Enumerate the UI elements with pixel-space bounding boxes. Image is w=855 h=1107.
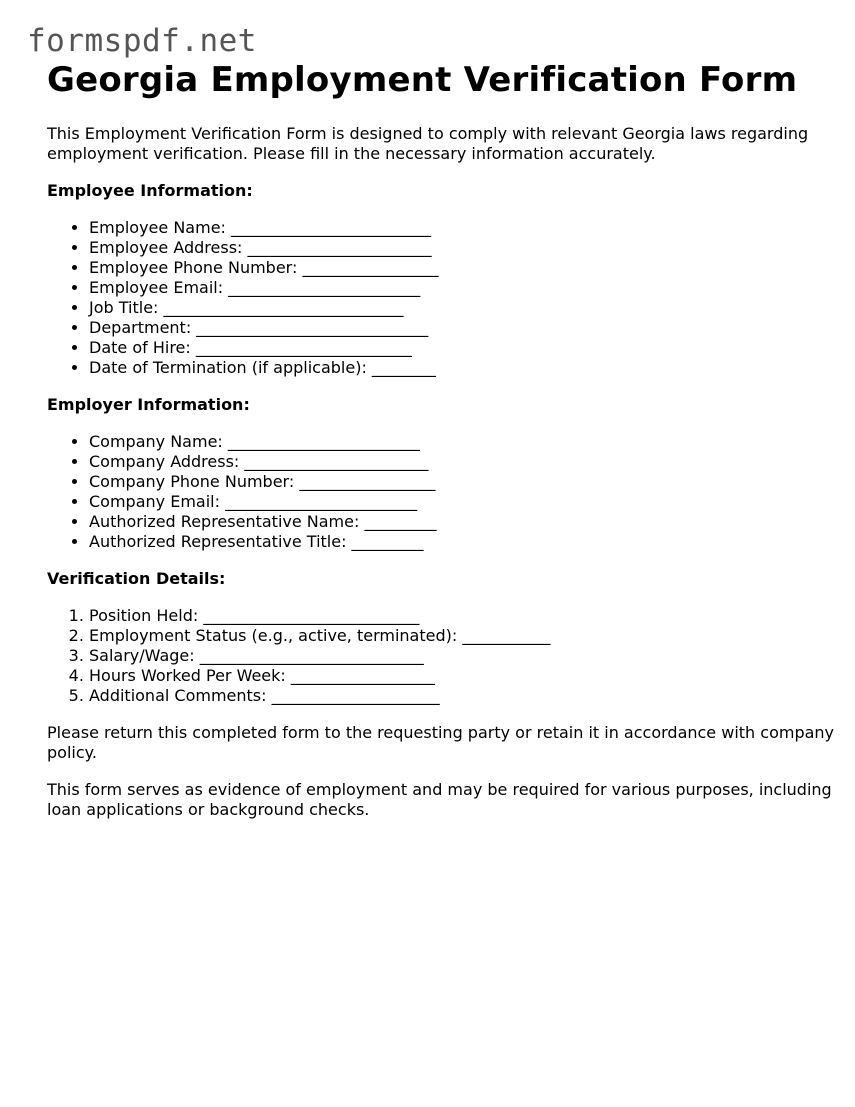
employee-info-heading: Employee Information:: [47, 181, 253, 200]
form-title: Georgia Employment Verification Form: [47, 60, 798, 100]
list-item-additional-comments: 5. Additional Comments: _____________________: [89, 686, 837, 706]
list-item-company-name: • Company Name: ________________________: [89, 432, 837, 452]
document-body: [47, 58, 837, 820]
intro-paragraph: This Employment Verification Form is designed to comply with relevant Georgia laws regarding employment verification. Please fill in the necessary information accurately.: [47, 124, 809, 163]
list-item-hours-per-week: 4. Hours Worked Per Week: __________________: [89, 666, 837, 686]
list-item-company-email: • Company Email: ________________________: [89, 492, 837, 512]
list-item-job-title: • Job Title: ______________________________: [89, 298, 837, 318]
verification-details-list: [47, 606, 837, 706]
evidence-note-paragraph: This form serves as evidence of employment and may be required for various purposes, including loan applications or background checks.: [47, 780, 832, 819]
list-item-employee-address: • Employee Address: _______________________: [89, 238, 837, 258]
list-item-department: • Department: _____________________________: [89, 318, 837, 338]
list-item-employment-status: 2. Employment Status (e.g., active, terminated): ___________: [89, 626, 837, 646]
list-item-rep-name: • Authorized Representative Name: _________: [89, 512, 837, 532]
verification-details-heading: Verification Details:: [47, 569, 226, 588]
list-item-company-phone: • Company Phone Number: _________________: [89, 472, 837, 492]
list-item-employee-name: • Employee Name: _________________________: [89, 218, 837, 238]
list-item-rep-title: • Authorized Representative Title: _________: [89, 532, 837, 552]
employee-info-list: [47, 218, 837, 378]
employer-info-list: [47, 432, 837, 552]
employer-info-heading: Employer Information:: [47, 395, 250, 414]
list-item-salary-wage: 3. Salary/Wage: ____________________________: [89, 646, 837, 666]
list-item-date-of-hire: • Date of Hire: ___________________________: [89, 338, 837, 358]
list-item-company-address: • Company Address: _______________________: [89, 452, 837, 472]
list-item-employee-email: • Employee Email: ________________________: [89, 278, 837, 298]
list-item-employee-phone: • Employee Phone Number: _________________: [89, 258, 837, 278]
list-item-position-held: 1. Position Held: ___________________________: [89, 606, 837, 626]
return-instructions-paragraph: Please return this completed form to the requesting party or retain it in accordance with company policy.: [47, 723, 835, 762]
watermark: formspdf.net: [27, 23, 257, 59]
list-item-date-of-termination: • Date of Termination (if applicable): ________: [89, 358, 837, 378]
